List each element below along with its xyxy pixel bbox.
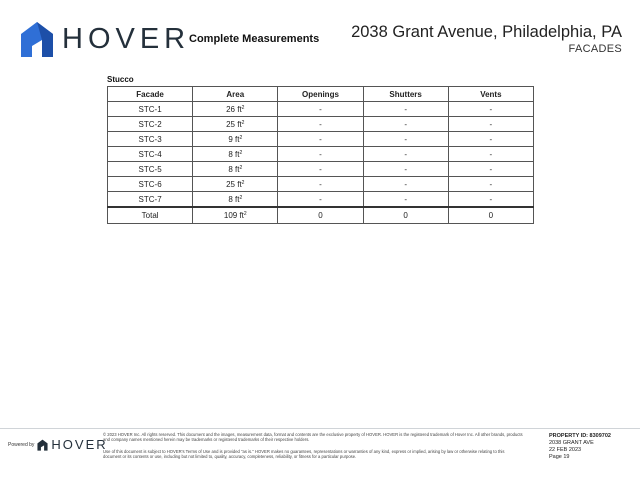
unit-exponent: 2 (243, 211, 247, 217)
cell-value: 0 (488, 211, 494, 220)
cell-vents (448, 162, 533, 177)
table-row (108, 162, 534, 177)
cell-value: 25 ft (226, 179, 242, 189)
cell-shutters (363, 207, 448, 224)
cell-facade (108, 117, 193, 132)
powered-by-label: Powered by (8, 441, 35, 448)
cell-facade (108, 162, 193, 177)
cell-area (193, 207, 278, 224)
cell-openings (278, 162, 363, 177)
column-header: Shutters (363, 87, 448, 102)
cell-value: - (489, 104, 493, 114)
cell-shutters (363, 117, 448, 132)
cell-facade (108, 132, 193, 147)
cell-openings (278, 192, 363, 208)
unit-exponent: 2 (239, 164, 243, 171)
cell-value: 0 (403, 211, 408, 220)
unit-exponent: 2 (241, 119, 245, 126)
property-info (549, 433, 611, 461)
unit-exponent: 2 (241, 104, 245, 111)
legal-notice (103, 432, 523, 466)
section-name: FACADES (568, 43, 622, 55)
cell-area (193, 132, 278, 147)
cell-facade (108, 207, 193, 224)
cell-value: STC-5 (138, 164, 162, 174)
cell-facade (108, 147, 193, 162)
cell-value: - (489, 194, 493, 204)
cell-value: - (319, 164, 322, 174)
property-short-address: 2038 GRANT AVE (549, 440, 594, 446)
cell-vents (448, 147, 533, 162)
table-row (108, 117, 534, 132)
cell-value: 8 ft (228, 149, 240, 159)
column-header: Vents (448, 87, 533, 102)
report-date: 22 FEB 2023 (549, 447, 582, 453)
hover-logo (20, 20, 190, 58)
cell-value: - (489, 149, 493, 159)
cell-value: 0 (318, 211, 323, 220)
table-row (108, 102, 534, 117)
cell-value: - (404, 164, 407, 174)
cell-shutters (363, 147, 448, 162)
unit-exponent: 2 (239, 134, 243, 141)
page-header (0, 0, 640, 70)
house-logo-icon (20, 20, 54, 58)
cell-value: - (404, 149, 407, 159)
cell-shutters (363, 177, 448, 192)
logo-wordmark: HOVER (62, 22, 191, 55)
footer-divider (0, 428, 640, 429)
cell-value: Total (141, 211, 159, 220)
cell-value: 26 ft (226, 104, 242, 114)
property-id: PROPERTY ID: 8309702 (549, 433, 611, 439)
cell-value: - (404, 194, 407, 204)
cell-value: - (489, 119, 493, 129)
cell-area (193, 117, 278, 132)
column-header: Openings (278, 87, 363, 102)
cell-value: - (319, 194, 322, 204)
unit-exponent: 2 (239, 149, 243, 156)
cell-value: STC-2 (138, 119, 162, 129)
column-header: Facade (108, 87, 193, 102)
unit-exponent: 2 (239, 194, 243, 201)
cell-value: - (404, 134, 407, 144)
cell-vents (448, 132, 533, 147)
cell-shutters (363, 162, 448, 177)
cell-value: 9 ft (228, 134, 240, 144)
cell-value: 109 ft (223, 211, 244, 220)
cell-area (193, 192, 278, 208)
cell-facade (108, 177, 193, 192)
house-logo-icon (37, 439, 48, 451)
table-header-row (108, 87, 534, 102)
cell-openings (278, 102, 363, 117)
total-row (108, 207, 534, 224)
cell-vents (448, 177, 533, 192)
cell-value: - (404, 179, 407, 189)
footer-wordmark: HOVER (51, 437, 108, 452)
cell-openings (278, 207, 363, 224)
cell-area (193, 177, 278, 192)
cell-shutters (363, 132, 448, 147)
cell-facade (108, 102, 193, 117)
cell-value: STC-3 (138, 134, 162, 144)
table-row (108, 177, 534, 192)
cell-vents (448, 207, 533, 224)
table-body (108, 102, 534, 224)
cell-value: - (319, 119, 322, 129)
cell-value: STC-6 (138, 179, 162, 189)
powered-by-hover (8, 437, 108, 452)
cell-area (193, 162, 278, 177)
cell-value: - (404, 104, 407, 114)
cell-value: - (489, 134, 493, 144)
cell-openings (278, 117, 363, 132)
cell-value: STC-4 (138, 149, 162, 159)
copyright-text: © 2023 HOVER Inc. All rights reserved. This document and the images, measurement data, format and contents are the exclusive property of HOVER. HOVER is the registered trademark of Hover Inc. All other brands, products and company names mentioned herein may be trademarks or registered trademarks of their respective holders. (103, 432, 523, 443)
cell-vents (448, 192, 533, 208)
cell-value: STC-1 (138, 104, 162, 114)
cell-facade (108, 192, 193, 208)
material-title: Stucco (107, 75, 134, 84)
cell-openings (278, 147, 363, 162)
cell-value: - (319, 134, 322, 144)
unit-exponent: 2 (241, 179, 245, 186)
table-row (108, 147, 534, 162)
cell-value: 25 ft (226, 119, 242, 129)
cell-value: STC-7 (138, 194, 162, 204)
cell-value: - (319, 149, 322, 159)
cell-openings (278, 132, 363, 147)
page-number: Page 19 (549, 454, 570, 460)
cell-value: - (489, 179, 493, 189)
cell-value: - (319, 179, 322, 189)
cell-value: - (319, 104, 322, 114)
cell-shutters (363, 102, 448, 117)
cell-openings (278, 177, 363, 192)
cell-value: 8 ft (228, 194, 240, 204)
property-address: 2038 Grant Avenue, Philadelphia, PA (351, 23, 622, 41)
cell-area (193, 102, 278, 117)
cell-value: 8 ft (228, 164, 240, 174)
cell-area (193, 147, 278, 162)
table-row (108, 132, 534, 147)
cell-value: - (489, 164, 493, 174)
cell-shutters (363, 192, 448, 208)
cell-vents (448, 102, 533, 117)
terms-text: Use of this document is subject to HOVER's Terms of Use and is provided "as is." HOVER makes no guarantees, representations or warranties of any kind, express or implied, arising by law or otherwise relating to this document or its contents or use, including but not limited to, quality, accuracy, completeness, reliability, or fitness for a particular purpose. (103, 448, 505, 460)
table-row (108, 192, 534, 208)
column-header: Area (193, 87, 278, 102)
cell-vents (448, 117, 533, 132)
facade-measurements-table (107, 86, 534, 224)
document-title: Complete Measurements (189, 33, 320, 45)
cell-value: - (404, 119, 407, 129)
